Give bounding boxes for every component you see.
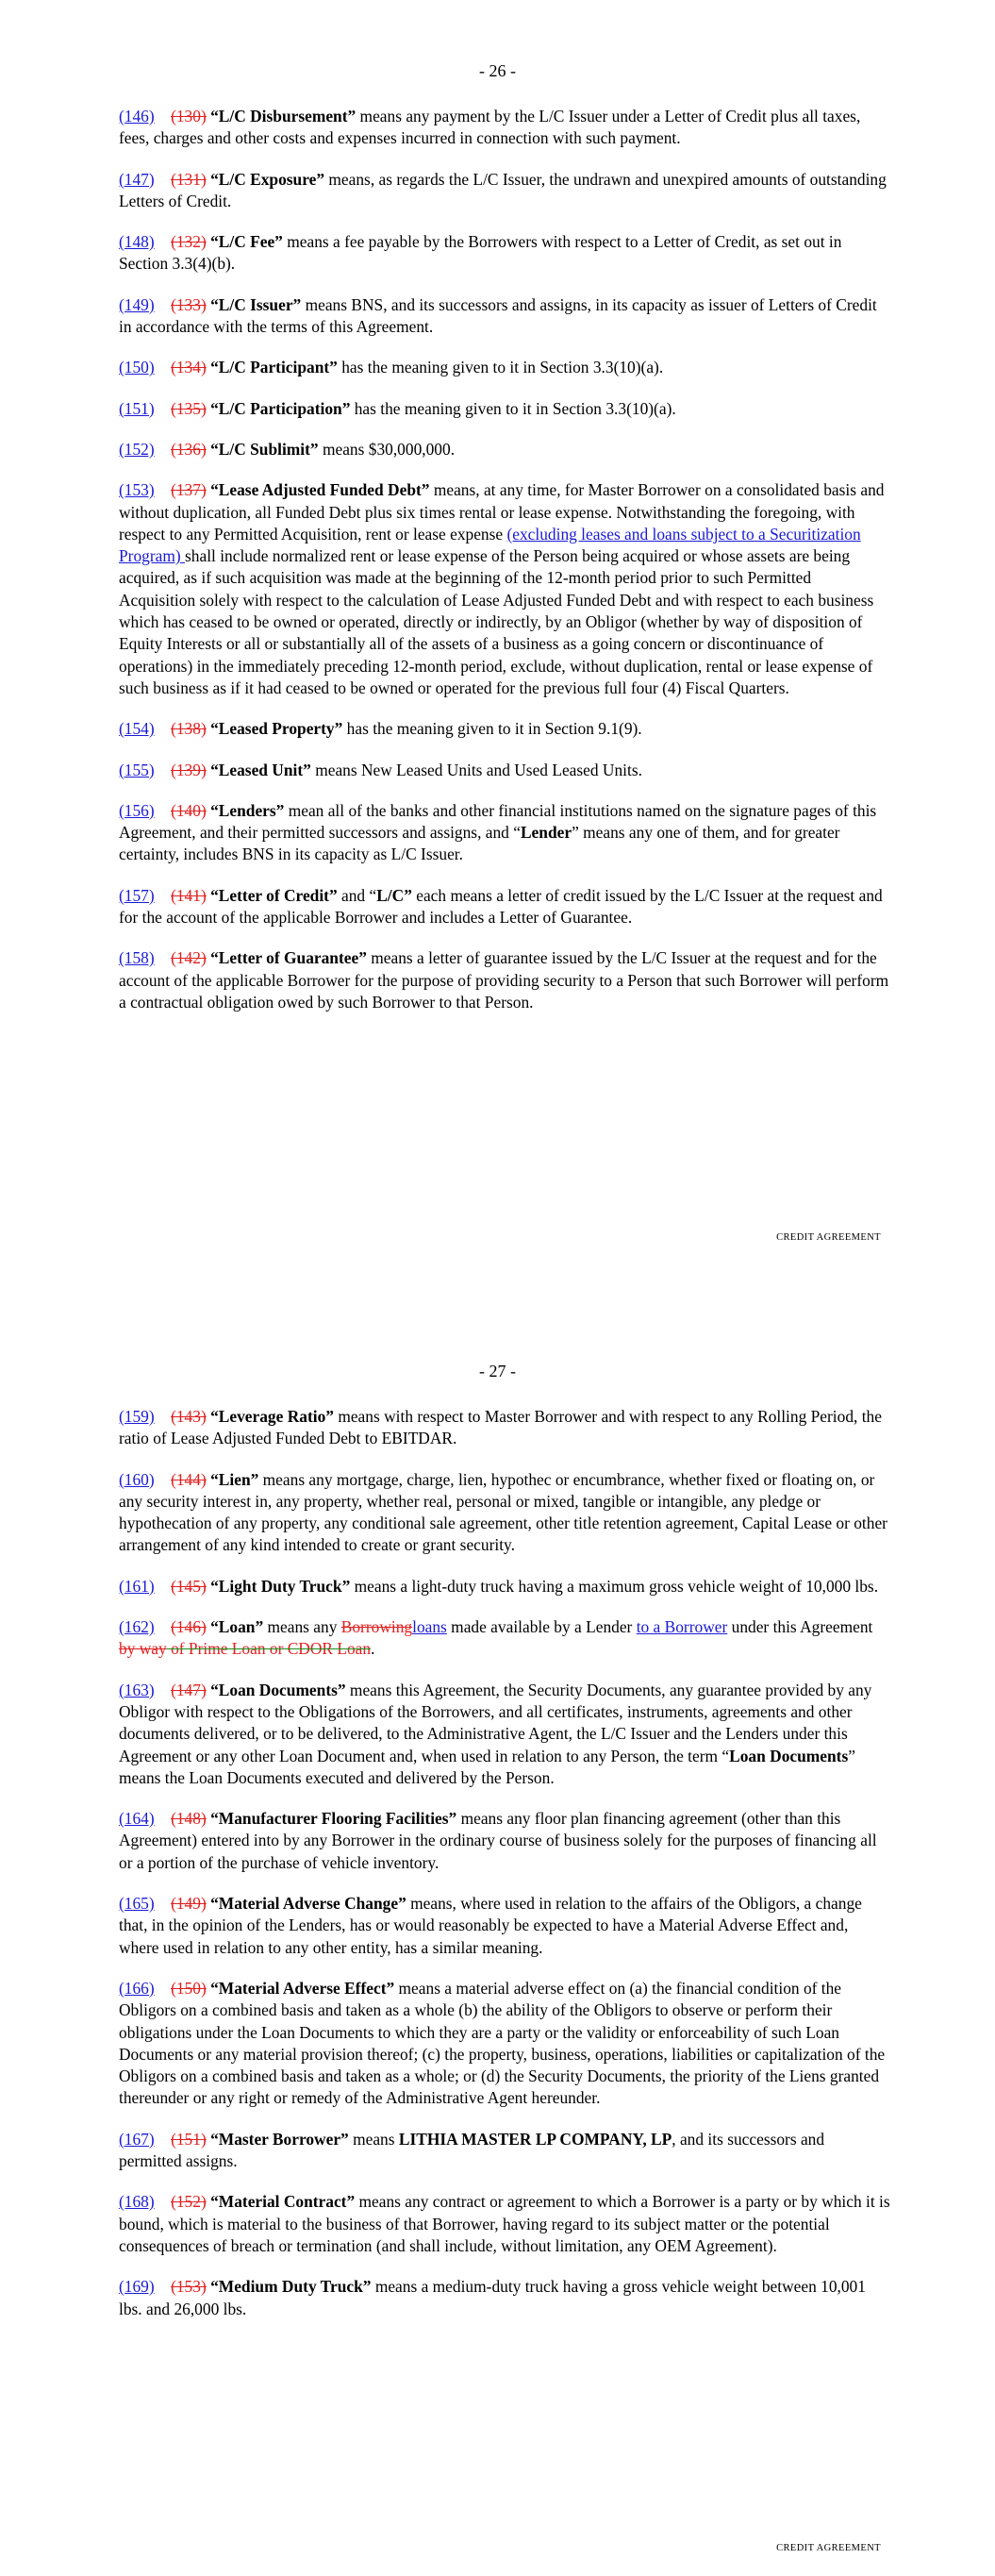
page-footer: CREDIT AGREEMENT	[776, 2543, 881, 2553]
definition-text: and “	[337, 885, 377, 905]
deleted-number: (131)	[171, 169, 207, 189]
section-number[interactable]: (153)	[119, 480, 155, 500]
definition-151	[119, 398, 890, 420]
definition-text: means any floor plan financing agreement (other than this Agreement) entered into by any Borrower in the ordinary course of business solely for the purposes of financing all or a portion of the purchase of vehicle inventory.	[119, 1809, 877, 1872]
section-number[interactable]: (159)	[119, 1407, 155, 1426]
inserted-text[interactable]: to a Borrower	[636, 1617, 728, 1637]
definition-text: means any contract or agreement to which a Borrower is a party or by which it is bound, which is material to the business of that Borrower, having regard to its subject matter or the potential consequences of breach or termination (and shall include, without limitation, any OEM Agreement).	[119, 2192, 890, 2255]
section-number[interactable]: (149)	[119, 294, 155, 314]
definition-text: means, at any time, for Master Borrower on a consolidated basis and without duplication, all Funded Debt plus six times rental or lease expense. Notwithstanding the foregoing, with respect to any Permitted Acquisition, rent or lease expense	[119, 480, 885, 544]
defined-term: “Leased Unit”	[210, 760, 311, 779]
definition-text: means	[348, 2129, 399, 2149]
definition-153	[119, 479, 890, 699]
definition-text: means New Leased Units and Used Leased Units.	[310, 760, 642, 779]
section-number[interactable]: (148)	[119, 232, 155, 252]
deleted-number: (137)	[171, 480, 207, 500]
defined-term: “L/C Fee”	[210, 232, 283, 252]
defined-term: “Letter of Guarantee”	[210, 948, 367, 968]
definitions-list	[119, 106, 890, 1032]
definition-text: has the meaning given to it in Section 3.3(10)(a).	[337, 358, 664, 377]
definition-164	[119, 1808, 890, 1874]
deleted-number: (134)	[171, 358, 207, 377]
defined-term-secondary: Loan Documents	[729, 1746, 849, 1765]
section-number[interactable]: (166)	[119, 1978, 155, 1998]
definition-text: means, as regards the L/C Issuer, the undrawn and unexpired amounts of outstanding Letters of Credit.	[119, 169, 887, 210]
definition-text: means any payment by the L/C Issuer under a Letter of Credit plus all taxes, fees, charges and other costs and expenses incurred in connection with such payment.	[119, 107, 861, 148]
definition-text: has the meaning given to it in Section 9.1(9).	[342, 719, 642, 739]
deleted-number: (132)	[171, 232, 207, 252]
inserted-text[interactable]: loans	[412, 1617, 447, 1637]
page-footer: CREDIT AGREEMENT	[776, 1232, 881, 1243]
section-number[interactable]: (158)	[119, 948, 155, 968]
deleted-number: (135)	[171, 398, 207, 418]
page-number: - 27 -	[479, 1362, 516, 1380]
defined-term: “Material Adverse Change”	[210, 1894, 406, 1914]
defined-term: “Loan Documents”	[210, 1680, 346, 1699]
definition-162	[119, 1616, 890, 1661]
section-number[interactable]: (155)	[119, 760, 155, 779]
deleted-number: (133)	[171, 294, 207, 314]
section-number[interactable]: (147)	[119, 169, 155, 189]
section-number[interactable]: (156)	[119, 800, 155, 820]
definition-text: mean all of the banks and other financial institutions named on the signature pages of this Agreement, and their permitted successors and assigns, and “	[119, 800, 877, 843]
defined-term: “Lease Adjusted Funded Debt”	[210, 480, 430, 500]
definition-text: means this Agreement, the Security Documents, any guarantee provided by any Obligor with respect to the Obligations of the Borrowers, and all certificates, instruments, agreements and other documents delivered, or to be delivered, to the Administrative Agent, the L/C Issuer and the Lenders under this Agreement or any other Loan Document and, when used in relation to any Person, the term “	[119, 1680, 872, 1765]
definition-157	[119, 885, 890, 929]
deleted-number: (141)	[171, 885, 207, 905]
section-number[interactable]: (169)	[119, 2277, 155, 2297]
deleted-number: (150)	[171, 1978, 207, 1998]
definition-159	[119, 1406, 890, 1450]
definition-158	[119, 947, 890, 1013]
definition-text: means a material adverse effect on (a) the financial condition of the Obligors on a combined basis and taken as a whole (b) the ability of the Obligors to observe or perform their obligations under the Loan Documents to which they are a party or the validity or enforceability of such Loan Documents or any material provision thereof; (c) the property, business, operations, liabilities or capitalization of the Obligors on a combined basis and taken as a whole; or (d) the Security Documents, the priority of the Liens granted thereunder or any right or remedy of the Administrative Agent hereunder.	[119, 1978, 886, 2108]
defined-term: “Master Borrower”	[210, 2129, 349, 2149]
defined-term: “Loan”	[210, 1617, 264, 1637]
section-number[interactable]: (160)	[119, 1469, 155, 1489]
page-number: - 26 -	[479, 61, 516, 80]
deleted-text: of Prime Loan or CDOR Loan	[166, 1639, 372, 1659]
defined-term: “Leased Property”	[210, 719, 343, 739]
deleted-number: (153)	[171, 2277, 207, 2297]
definition-155	[119, 760, 890, 781]
definition-text: means a fee payable by the Borrowers with respect to a Letter of Credit, as set out in Section 3.3(4)(b).	[119, 232, 842, 274]
deleted-number: (147)	[171, 1680, 207, 1699]
definition-152	[119, 439, 890, 460]
definition-149	[119, 294, 890, 339]
deleted-number: (145)	[171, 1576, 207, 1596]
section-number[interactable]: (164)	[119, 1809, 155, 1829]
deleted-text: Borrowing	[340, 1617, 413, 1637]
defined-term: “Light Duty Truck”	[210, 1576, 351, 1596]
defined-term-secondary: L/C”	[376, 885, 412, 905]
section-number[interactable]: (161)	[119, 1576, 155, 1596]
deleted-number: (143)	[171, 1407, 207, 1426]
section-number[interactable]: (150)	[119, 358, 155, 377]
definition-161	[119, 1576, 890, 1597]
deleted-text: by way	[119, 1639, 167, 1659]
inserted-text[interactable]: (excluding leases and loans subject to a Securitization Program)	[119, 524, 861, 566]
deleted-number: (146)	[171, 1617, 207, 1637]
section-number[interactable]: (162)	[119, 1617, 155, 1637]
section-number[interactable]: (154)	[119, 719, 155, 739]
definition-text: means BNS, and its successors and assigns, in its capacity as issuer of Letters of Credit in accordance with the terms of this Agreement.	[119, 294, 877, 337]
definition-text-cont: made available by a Lender	[446, 1617, 637, 1637]
defined-term-secondary: Lender	[520, 823, 572, 843]
deleted-number: (138)	[171, 719, 207, 739]
definition-165	[119, 1893, 890, 1959]
definition-text-end: .	[371, 1639, 375, 1659]
definition-text: means a medium-duty truck having a gross vehicle weight between 10,001 lbs. and 26,000 lbs.	[119, 2277, 866, 2318]
definition-text: means any mortgage, charge, lien, hypothec or encumbrance, whether fixed or floating on, or any security interest in, any property, whether real, personal or mixed, tangible or intangible, any pledge or hypothecation of any property, any conditional sale agreement, other title retention agreement, Capital Lease or other arrangement of any kind intended to create or grant security.	[119, 1469, 887, 1555]
definition-160	[119, 1469, 890, 1557]
definition-148	[119, 231, 890, 276]
definitions-list	[119, 1406, 890, 2339]
definition-169	[119, 2276, 890, 2320]
definition-166	[119, 1978, 890, 2110]
section-number[interactable]: (146)	[119, 107, 155, 125]
section-number[interactable]: (168)	[119, 2192, 155, 2212]
deleted-number: (142)	[171, 948, 207, 968]
section-number[interactable]: (167)	[119, 2129, 155, 2149]
definition-150	[119, 357, 890, 378]
deleted-number: (136)	[171, 439, 207, 459]
defined-term: “Material Adverse Effect”	[210, 1978, 395, 1998]
defined-term: “L/C Exposure”	[210, 169, 325, 189]
deleted-number: (139)	[171, 760, 207, 779]
definition-146	[119, 106, 890, 150]
defined-term: “L/C Sublimit”	[210, 439, 319, 459]
definition-text: has the meaning given to it in Section 3.3(10)(a).	[350, 398, 676, 418]
definition-text-cont: ” means the Loan Documents executed and delivered by the Person.	[119, 1746, 855, 1787]
deleted-number: (152)	[171, 2192, 207, 2212]
defined-term: “L/C Participant”	[210, 358, 338, 377]
definition-text: means $30,000,000.	[318, 439, 456, 459]
definition-text: means a light-duty truck having a maximum gross vehicle weight of 10,000 lbs.	[350, 1576, 879, 1596]
deleted-number: (130)	[171, 107, 207, 125]
deleted-number: (149)	[171, 1894, 207, 1914]
section-number[interactable]: (152)	[119, 439, 155, 459]
company-name: LITHIA MASTER LP COMPANY, LP	[398, 2129, 672, 2149]
defined-term: “Lien”	[210, 1469, 259, 1489]
definition-154	[119, 718, 890, 740]
definition-text: means with respect to Master Borrower and with respect to any Rolling Period, the ratio of Lease Adjusted Funded Debt to EBITDAR.	[119, 1407, 882, 1448]
deleted-number: (148)	[171, 1809, 207, 1829]
page-27	[0, 1297, 995, 2576]
defined-term: “Lenders”	[210, 800, 285, 820]
defined-term: “Medium Duty Truck”	[210, 2277, 372, 2297]
definition-163	[119, 1680, 890, 1789]
defined-term: “L/C Issuer”	[210, 294, 302, 314]
deleted-number: (151)	[171, 2129, 207, 2149]
definition-text-cont: , and its successors and permitted assigns.	[119, 2129, 825, 2171]
section-number[interactable]: (165)	[119, 1894, 155, 1914]
defined-term: “Letter of Credit”	[210, 885, 338, 905]
section-number[interactable]: (151)	[119, 398, 155, 418]
defined-term: “L/C Disbursement”	[210, 107, 357, 125]
defined-term: “L/C Participation”	[210, 398, 351, 418]
defined-term: “Leverage Ratio”	[210, 1407, 334, 1426]
section-number[interactable]: (163)	[119, 1680, 155, 1699]
definition-text-cont: under this Agreement	[727, 1617, 873, 1637]
definition-text: means a letter of guarantee issued by the L/C Issuer at the request and for the account of the applicable Borrower for the purpose of providing security to a Person that such Borrower will perform a contractual obligation owed by such Borrower to that Person.	[119, 948, 889, 1012]
deleted-number: (144)	[171, 1469, 207, 1489]
definition-156	[119, 800, 890, 866]
definition-text-cont: each means a letter of credit issued by the L/C Issuer at the request and for the account of the applicable Borrower and includes a Letter of Guarantee.	[119, 885, 883, 928]
defined-term: “Material Contract”	[210, 2192, 356, 2212]
section-number[interactable]: (157)	[119, 885, 155, 905]
deleted-number: (140)	[171, 800, 207, 820]
defined-term: “Manufacturer Flooring Facilities”	[210, 1809, 457, 1829]
definition-168	[119, 2191, 890, 2257]
definition-text-cont: ” means any one of them, and for greater certainty, includes BNS in its capacity as L/C Issuer.	[119, 823, 840, 864]
definition-167	[119, 2129, 890, 2173]
definition-text: means any	[263, 1617, 341, 1637]
definition-text: means, where used in relation to the affairs of the Obligors, a change that, in the opinion of the Lenders, has or would reasonably be expected to have a Material Adverse Effect and, where used in relation to any other entity, has a similar meaning.	[119, 1894, 862, 1957]
definition-147	[119, 169, 890, 213]
definition-text-cont: shall include normalized rent or lease expense of the Person being acquired or whose assets are being acquired, as if such acquisition was made at the beginning of the 12-month period prior to such Permitted Acquisition solely with respect to the calculation of Lease Adjusted Funded Debt and with respect to each business which has ceased to be owned or operated, directly or indirectly, by an Obligor (whether by way of disposition of Equity Interests or all or substantially all of the assets of a business as a going concern or discontinuance of operations) in the immediately preceding 12-month period, exclude, without duplication, rental or lease expense of such business as if it had ceased to be owned or operated for the previous full four (4) Fiscal Quarters.	[119, 546, 874, 697]
